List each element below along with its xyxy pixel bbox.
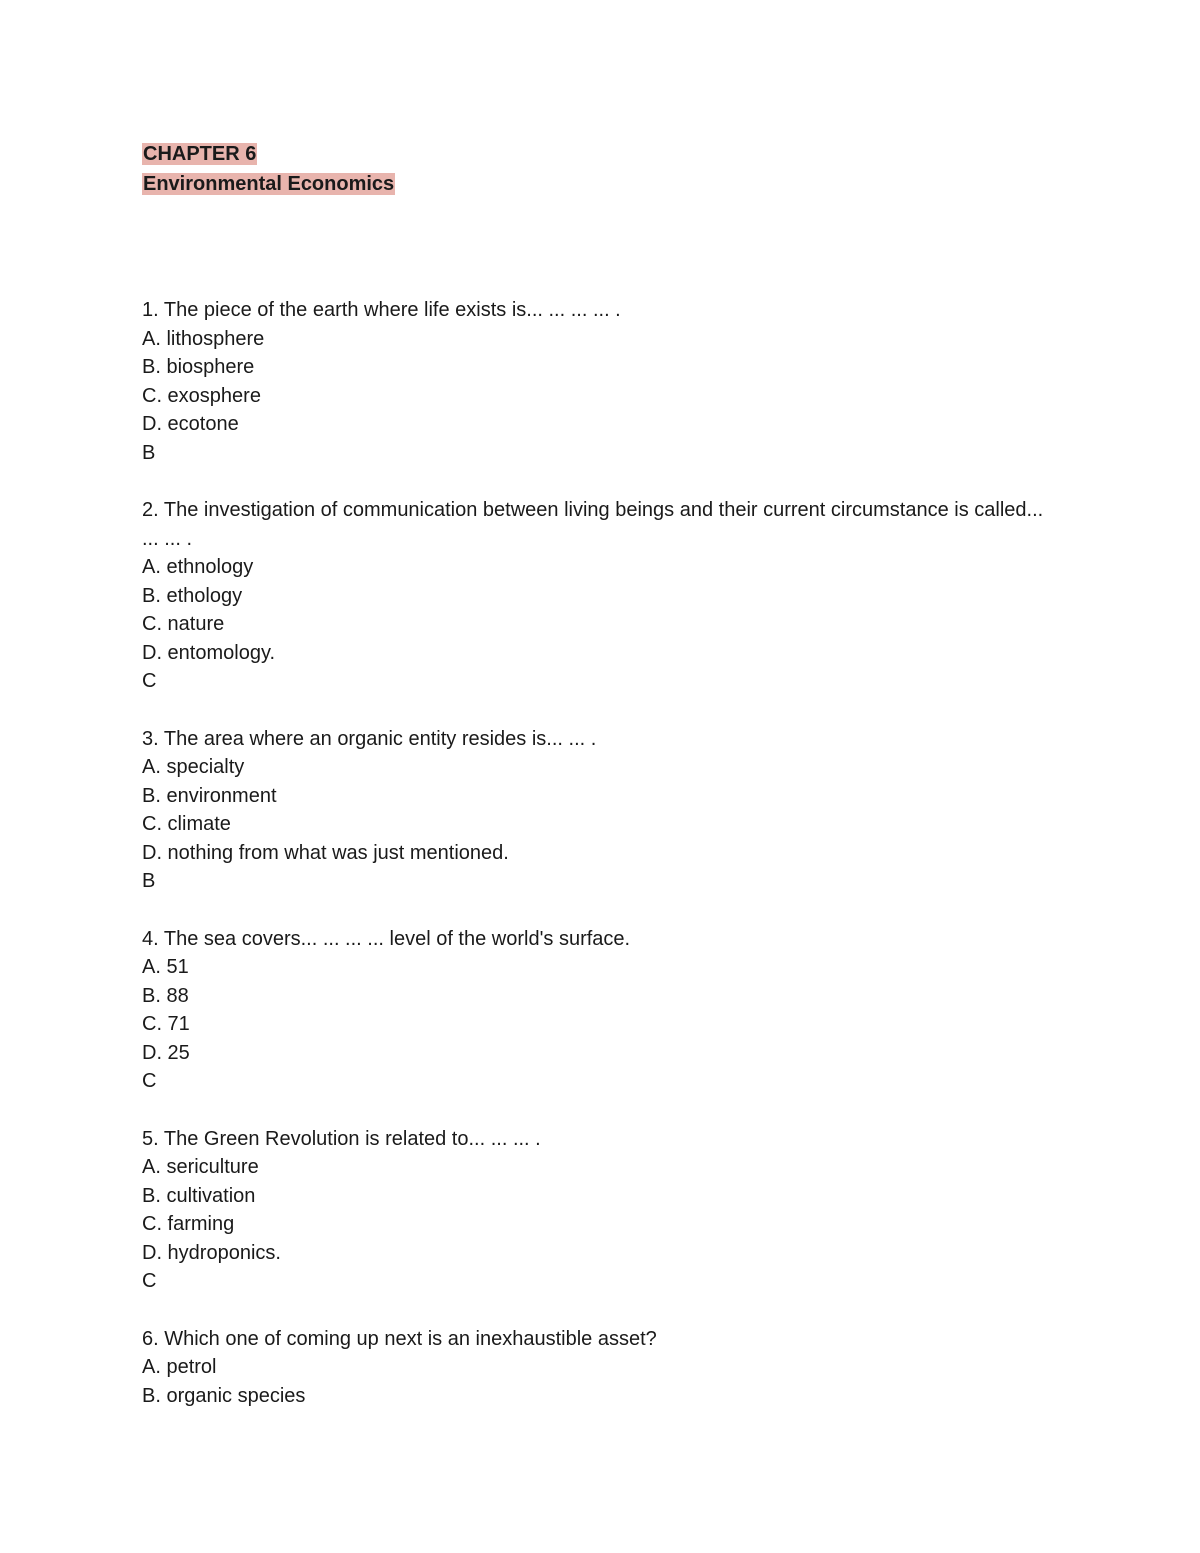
option-c: C. nature bbox=[142, 613, 225, 635]
option-a: A. 51 bbox=[142, 956, 189, 978]
answer-key: C bbox=[142, 1270, 157, 1292]
option-b: B. environment bbox=[142, 784, 277, 807]
option-d: D. ecotone bbox=[142, 413, 239, 435]
option-b: B. ethology bbox=[142, 584, 243, 607]
answer-key: C bbox=[142, 670, 157, 692]
chapter-title-line bbox=[142, 169, 1062, 199]
question-block-2 bbox=[142, 496, 1062, 696]
question-block-4 bbox=[142, 925, 1062, 1096]
option-c: C. exosphere bbox=[142, 384, 261, 407]
question-text: 1. The piece of the earth where life exists is... ... ... ... . bbox=[142, 299, 621, 321]
document-page bbox=[142, 139, 1062, 1410]
chapter-label-line bbox=[142, 139, 1062, 169]
option-a: A. lithosphere bbox=[142, 327, 265, 350]
option-b: B. 88 bbox=[142, 984, 189, 1007]
option-b: B. biosphere bbox=[142, 356, 255, 378]
question-text: 4. The sea covers... ... ... ... level of the world's surface. bbox=[142, 927, 631, 950]
answer-key: B bbox=[142, 441, 156, 464]
question-text: 5. The Green Revolution is related to... ... ... . bbox=[142, 1127, 541, 1150]
option-d: D. nothing from what was just mentioned. bbox=[142, 841, 509, 864]
option-b: B. organic species bbox=[142, 1384, 306, 1407]
question-block-6 bbox=[142, 1325, 1062, 1411]
option-c: C. 71 bbox=[142, 1013, 190, 1035]
option-a: A. sericulture bbox=[142, 1156, 259, 1178]
option-d: D. hydroponics. bbox=[142, 1241, 281, 1264]
question-block-5 bbox=[142, 1125, 1062, 1296]
answer-key: C bbox=[142, 1070, 157, 1092]
heading-spacer bbox=[142, 199, 1062, 296]
option-d: D. entomology. bbox=[142, 641, 276, 664]
option-d: D. 25 bbox=[142, 1041, 190, 1064]
question-text: 6. Which one of coming up next is an inexhaustible asset? bbox=[142, 1327, 657, 1350]
question-text: 2. The investigation of communication between living beings and their current circumstance is called... ... ... . bbox=[142, 499, 1049, 550]
option-b: B. cultivation bbox=[142, 1184, 256, 1207]
option-a: A. specialty bbox=[142, 756, 245, 778]
option-c: C. farming bbox=[142, 1213, 235, 1235]
option-c: C. climate bbox=[142, 813, 231, 835]
option-a: A. ethnology bbox=[142, 556, 254, 578]
question-block-3 bbox=[142, 725, 1062, 896]
chapter-label: CHAPTER 6 bbox=[143, 143, 257, 165]
option-a: A. petrol bbox=[142, 1356, 217, 1378]
chapter-title: Environmental Economics bbox=[143, 173, 395, 195]
question-text: 3. The area where an organic entity resides is... ... . bbox=[142, 727, 597, 750]
answer-key: B bbox=[142, 870, 156, 892]
question-block-1 bbox=[142, 296, 1062, 467]
